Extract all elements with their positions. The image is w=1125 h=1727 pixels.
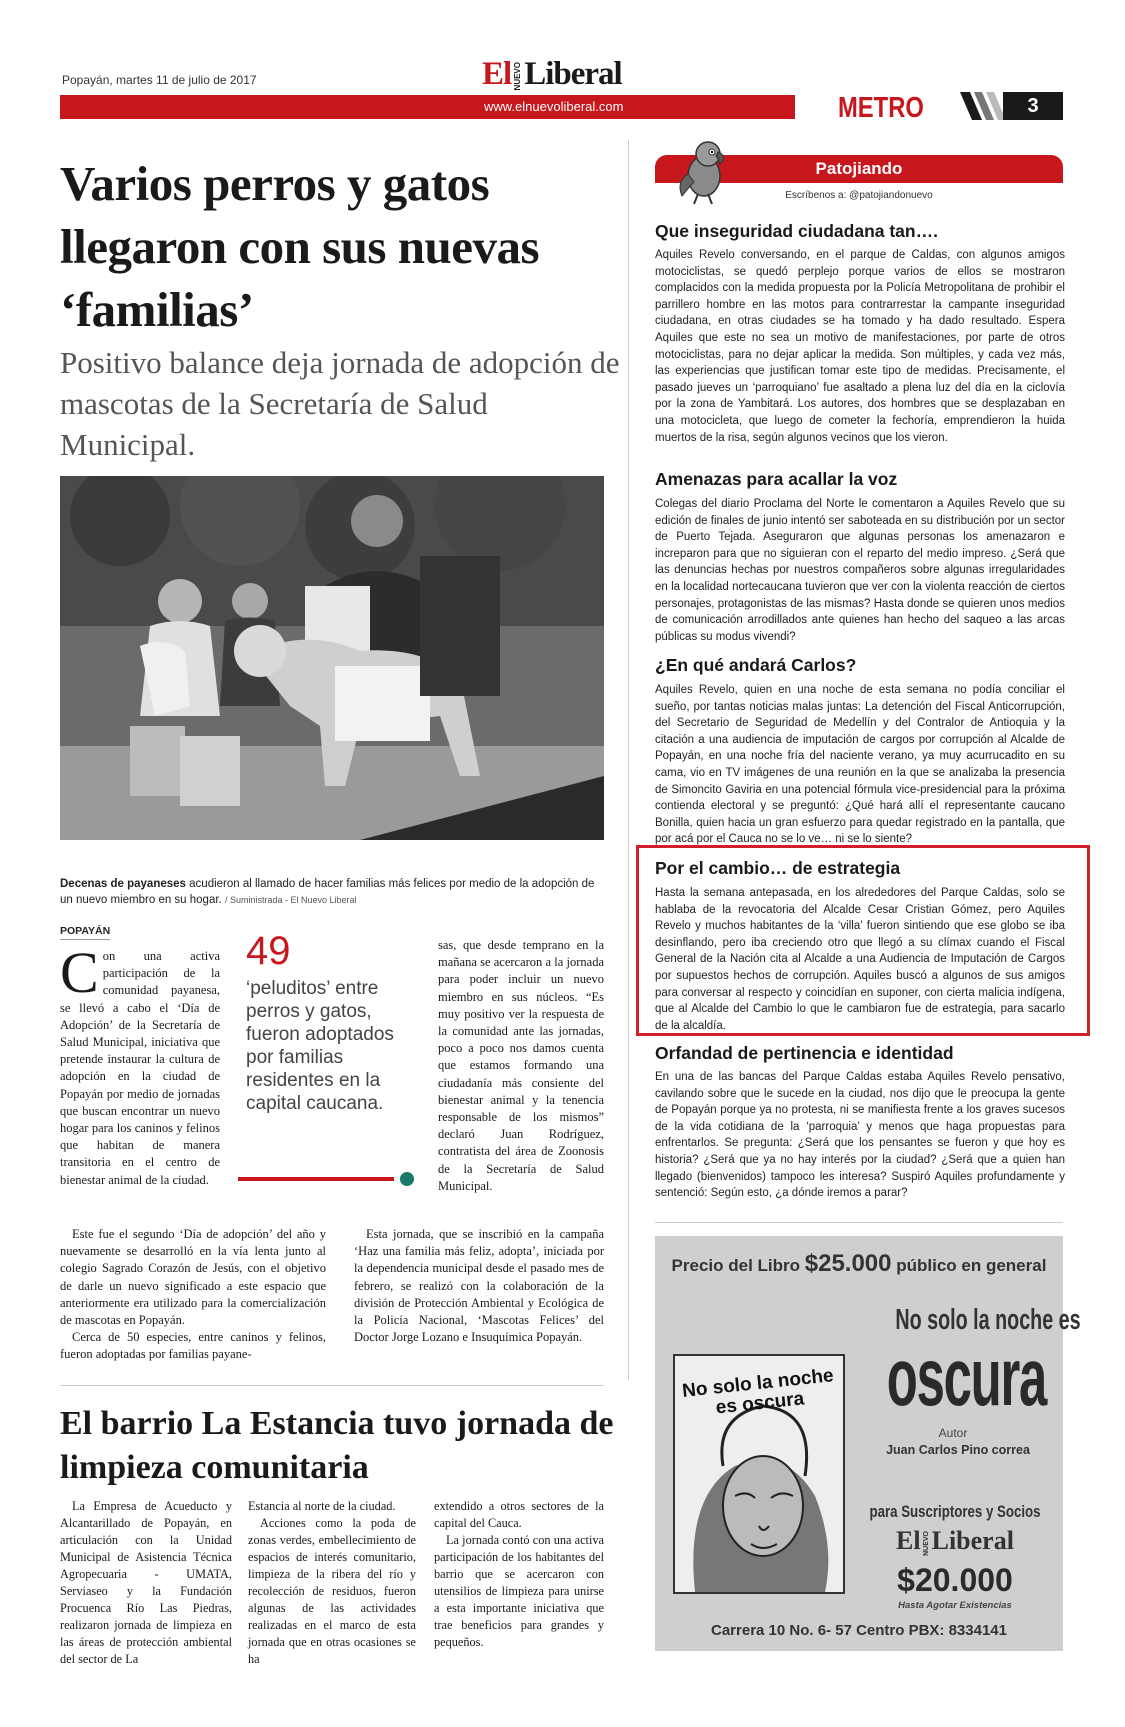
- website-link[interactable]: www.elnuevoliberal.com: [484, 99, 624, 114]
- ad-address: Carrera 10 No. 6- 57 Centro PBX: 8334141: [711, 1622, 1007, 1639]
- pull-quote: [246, 929, 406, 1115]
- ad-author-name: Juan Carlos Pino correa: [886, 1443, 1030, 1457]
- main-deck: Positivo balance deja jornada de adopción de mascotas de la Secretaría de Salud Municipal.: [60, 345, 620, 462]
- pull-quote-number: 49: [246, 929, 291, 973]
- ad-separator: [655, 1222, 1063, 1223]
- column-divider: [628, 140, 629, 1380]
- book-cover-title: No solo la noche es oscura: [681, 1365, 835, 1419]
- ad-price-line: Precio del Libro $25.000 público en general: [671, 1250, 1047, 1277]
- ad-subscriber-price: $20.000: [897, 1562, 1013, 1598]
- patojiando-text-2: Colegas del diario Proclama del Norte le comentaron a Aquiles Revelo que su edición de finales de junio intentó ser saboteada en su distribución por un sector de Puerto Tejada. Aseguraron que algunas personas los amenazaron e increparon para que no siguieran con el reparto del medio impreso. ¿Será que las denuncias hechas por nuestros compañeros sobre algunas irregularidades en la localidad nortecaucana tuvieron que ver con la violenta reacción de ciertos personajes, protagonistas de las mismas? Hasta donde se quieren unos medios de comunicación arrodillados ante quienes han hecho del saqueo a las arcas públicas su modus vivendi?: [655, 498, 1065, 643]
- ad-stock-note: Hasta Agotar Existencias: [898, 1600, 1012, 1611]
- second-article-column-1: [60, 1498, 232, 1668]
- adoption-photo[interactable]: [60, 476, 604, 840]
- article-paragraph: Cerca de 50 especies, entre caninos y felinos, fueron adoptadas por familias payane-: [60, 1330, 326, 1362]
- main-headline: Varios perros y gatos llegaron con sus nuevas ‘familias’: [60, 156, 540, 337]
- article-column-3-continued: [354, 1226, 604, 1346]
- patojiando-text-3: Aquiles Revelo, quien en una noche de esta semana no podía conciliar el sueño, por tantas noticias malas juntas: La detención del Fiscal Anticorrupción, del Secretario de Seguridad de Medellín y del Contralor de Antioquia y la citación a una audiencia de imputación de cargos por corrupción al Alcalde de Popayán, en una noche fría del naciente verano, ya muy acurrucadito en su cama, vio en TV imágenes de una reunión en la que se analizaba la presencia de Simoncito Gaviria en una potencial fórmula vice-presidencial para la próxima contienda electoral y se preguntó: ¿Qué hará allí el representante caucano Bonilla, quien hacia un gran esfuerzo para quedar registrado en la pantalla, que por acá por el Cauca no se lo ve… ni se lo siente?: [655, 684, 1065, 846]
- issue-date: Popayán, martes 11 de julio de 2017: [62, 73, 257, 87]
- section-name: METRO: [838, 92, 924, 124]
- article-column-3: [438, 937, 604, 1195]
- newspaper-logo[interactable]: El NUEVOLiberal: [482, 56, 622, 92]
- article-paragraph: Estancia al norte de la ciudad.: [248, 1499, 396, 1513]
- article-paragraph: La Empresa de Acueducto y Alcantarillado de Popayán, en articulación con la Unidad Municipal de Asistencia Técnica Agropecuaria - UMATA, Serviaseo y la Fundación Procuenca Río Las Piedras, realizaron jornada de limpieza en las áreas de protección ambiental del sector de La: [60, 1499, 232, 1666]
- book-advertisement[interactable]: [655, 1236, 1081, 1651]
- article-kicker: POPAYÁN: [60, 925, 110, 940]
- ad-book-title-line2: oscura: [886, 1332, 1047, 1423]
- photo-caption: Decenas de payaneses acudieron al llamado de hacer familias más felices por medio de la adopción de un nuevo miembro en su hogar. / Suministrada - El Nuevo Liberal: [60, 878, 595, 906]
- ad-subscribers-line: para Suscriptores y Socios: [869, 1502, 1041, 1521]
- pull-quote-rule: [238, 1177, 394, 1181]
- patojiando-contact[interactable]: Escríbenos a: @patojiandonuevo: [785, 190, 933, 201]
- article-paragraph: Acciones como la poda de zonas verdes, embellecimiento de espacios de interés comunitario, limpieza de la ribera del río y recolección de residuos, fueron algunas de las actividades realizadas en el marco de esta jornada que en otras ocasiones se ha: [248, 1516, 416, 1666]
- article-paragraph: extendido a otros sectores de la capital del Cauca.: [434, 1499, 604, 1530]
- patojiando-heading-5: Orfandad de pertinencia e identidad: [655, 1043, 954, 1063]
- article-column-1-continued: [60, 1226, 326, 1364]
- second-article-column-3: [434, 1498, 604, 1651]
- second-headline: El barrio La Estancia tuvo jornada de limpieza comunitaria: [60, 1405, 614, 1486]
- header-stripes-icon: [960, 90, 1004, 122]
- patojiando-title: Patojiando: [815, 159, 903, 178]
- patojiando-text-1: Aquiles Revelo conversando, en el parque de Caldas, con algunos amigos motociclistas, se quedó perplejo porque varios de ellos se mostraron complacidos con la medida propuesta por la Policía Metropolitana de prohibir el parrillero hombre en las motos para contrarrestar la campante inseguridad ciudadana, en otras ciudades se ha tomado y ha dado resultado. Espera Aquiles que este no sea un motivo de manifestaciones, por parte de otros motociclistas, para no dejar aplicar la medida. Son múltiples, y cada vez más, las experiencias que justifican tomar este tipo de medidas. Precisamente, el pasado jueves un ‘parroquiano’ fue asaltado a plena luz del día en la ciclovía por la zona de Yambitará. Los autores, dos hombres que se desplazaban en una motocicleta, que luego de cometer la fechoría, emprendieron la huida muertos de la risa, según algunos vecinos que los vieron.: [655, 249, 1065, 444]
- article-paragraph: La jornada contó con una activa participación de los habitantes del barrio que se acercaron con utensilios de limpieza para unirse a esta importante iniciativa que trae beneficios para grandes y pequeños.: [434, 1533, 604, 1649]
- article-column-1: [60, 940, 220, 1189]
- pull-quote-text: ‘peluditos’ entre perros y gatos, fueron adoptados por familias residentes en la capital caucana.: [246, 978, 394, 1114]
- header-red-bar: [60, 95, 795, 119]
- article-separator: [60, 1385, 604, 1386]
- patojiando-heading-1: Que inseguridad ciudadana tan….: [655, 221, 938, 241]
- ad-author-label: Autor: [938, 1426, 968, 1440]
- ad-newspaper-logo: El NUEVOLiberal: [896, 1526, 1014, 1556]
- page-number: 3: [1003, 92, 1063, 120]
- article-paragraph: Esta jornada, que se inscribió en la campaña ‘Haz una familia más feliz, adopta’, iniciada por la dependencia municipal desde el pasado mes de febrero, se realizó con la colaboración de la división de Protección Ambiental y Ecológica de la Policía Nacional, ‘Mascotas Felices’ del Doctor Jorge Lozano e Insuquímica Popayán.: [354, 1227, 604, 1345]
- photo-illustration: [60, 476, 604, 840]
- patojiando-text-4: Hasta la semana antepasada, en los alrededores del Parque Caldas, solo se hablaba de la revocatoria del Alcalde Cesar Cristian Gómez, pero Aquiles Revelo y muchos habitantes de la ‘villa’ fueron sintiendo que ese globo se iba desinflando, pero iba creciendo otro que llegó a su clímax cuando el Fiscal General de la Nación cita al Alcalde a una Audiencia de Imputación de Cargos por supuestos hechos de corrupción. Aquiles buscó a algunos de sus amigos para conversar al respecto y coincidían en suponer, con cierta malicia indígena, que al Alcalde del Cambio lo que le cambiaron fue de estrategia, para sacarlo de la alcaldía.: [655, 887, 1065, 1032]
- patojiando-heading-3: ¿En qué andará Carlos?: [655, 655, 857, 675]
- patojiando-heading-4: Por el cambio… de estrategia: [655, 858, 901, 878]
- article-paragraph: sas, que desde temprano en la mañana se acercaron a la jornada para poder incluir un nuevo miembro en sus núcleos. “Es muy positivo ver la respuesta de la comunidad ante las jornadas, poco a poco nos damos cuenta que estamos formando una ciudadanía más consiente del bienestar animal y la tenencia responsable de los mismos” declaró Juan Rodríguez, contratista del área de Zoonosis de la Secretaría de Salud Municipal.: [438, 938, 604, 1193]
- book-cover: [673, 1354, 845, 1594]
- article-paragraph: Este fue el segundo ‘Día de adopción’ del año y nuevamente se desarrolló en la vía lenta junto al colegio Sagrado Corazón de Jesús, con el objetivo de darle un nuevo significado a este espacio que anteriormente era utilizado para la comercialización de mascotas en Popayán.: [60, 1227, 326, 1328]
- article-paragraph: Con una activa participación de la comunidad payanesa, se llevó a cabo el ‘Día de Adopción’ de la Secretaría de Salud Municipal, iniciativa que pretende instaurar la cultura de adopción en la ciudad de Popayán por medio de jornadas que buscan encontrar un nuevo hogar para los caninos y felinos que habitan de manera transitoria en el centro de bienestar animal de la ciudad.: [60, 940, 220, 1187]
- ad-book-title-line1: No solo la noche es: [895, 1304, 1081, 1336]
- second-article-column-2: [248, 1498, 416, 1668]
- patojiando-text-5: En una de las bancas del Parque Caldas estaba Aquiles Revelo pensativo, cavilando sobre que le sucede en la ciudad, nos dijo que le preocupa la gente de Popayán porque ya no protesta, ni se manifiesta frente a los graves sucesos de la vida cotidiana de la ‘parroquia’ y menos que haga propuestas para enfrentarlos. Se pregunta: ¿Será que los pensantes se fueron y que hoy es historia? ¿Será que ya no hay interés por la ciudad? ¿Será que a quien han llegado (bienvenidos) tampoco les interesa? Suspiró Aquiles profundamente y sentenció: Según esto, ¿a dónde iremos a parar?: [655, 1071, 1065, 1200]
- patojiando-heading-2: Amenazas para acallar la voz: [655, 469, 898, 489]
- pull-quote-dot-icon: [400, 1172, 414, 1186]
